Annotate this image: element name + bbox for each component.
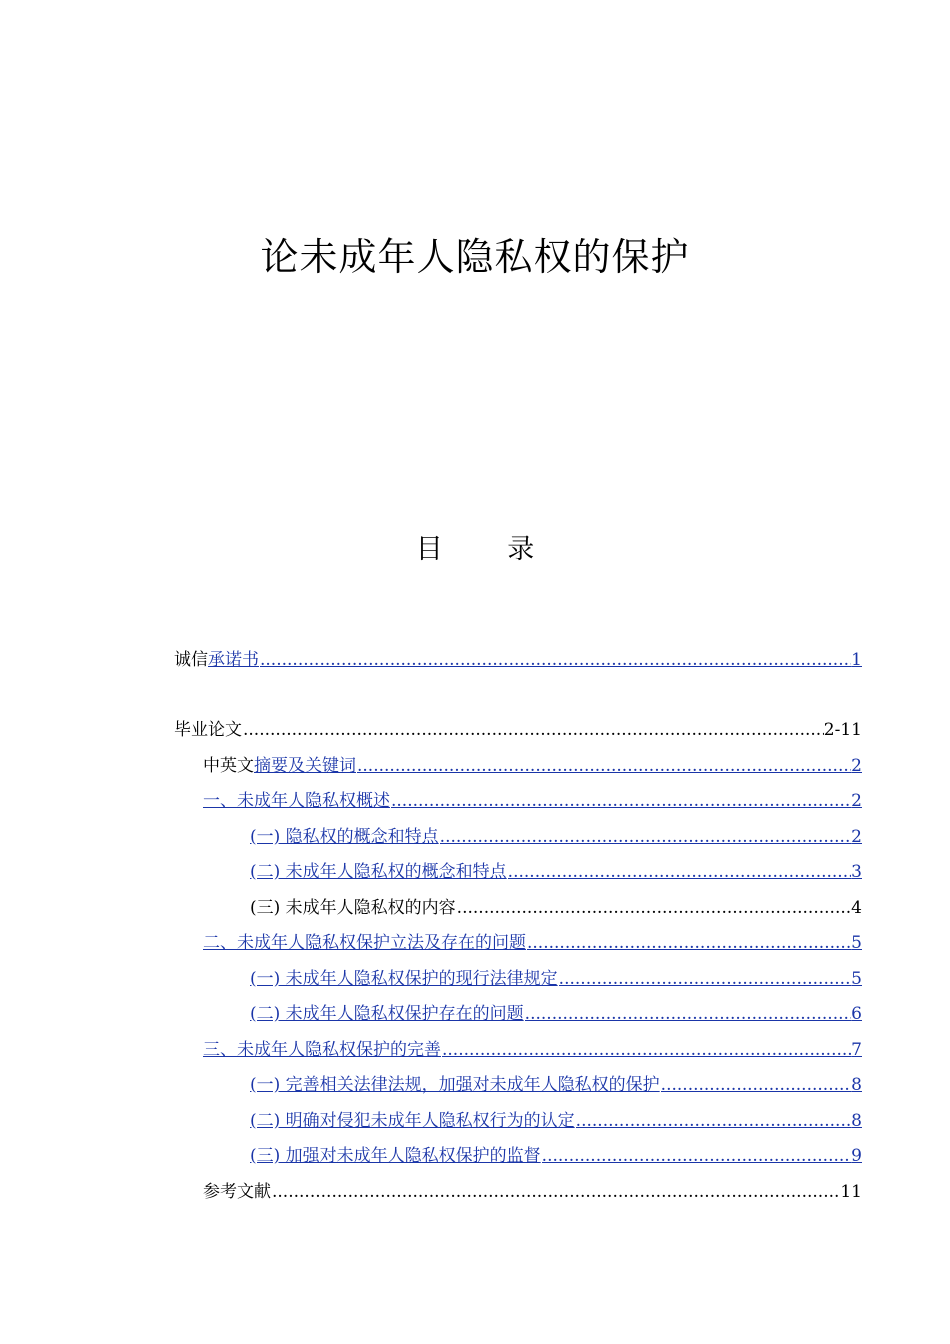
toc-entry-label: (三) 未成年人隐私权的内容: [250, 898, 456, 918]
toc-entry-page: 9: [851, 1146, 862, 1166]
toc-entry-label: 二、未成年人隐私权保护立法及存在的问题: [203, 933, 526, 953]
toc-entry-page: 5: [851, 969, 862, 989]
toc-entry-page: 2: [851, 827, 862, 847]
toc-entry-chapter-3[interactable]: [203, 1038, 862, 1062]
toc-leader-dots: [508, 860, 852, 884]
toc-entry-label: 毕业论文: [174, 720, 242, 740]
toc-entry-page: 5: [851, 933, 862, 953]
toc-entry-page: 8: [851, 1075, 862, 1095]
toc-leader-dots: [576, 1109, 852, 1133]
document-title: 论未成年人隐私权的保护: [260, 235, 690, 279]
toc-leader-dots: [527, 931, 851, 955]
toc-leader-dots: [661, 1073, 852, 1097]
toc-entry-label: (二) 未成年人隐私权保护存在的问题: [250, 1004, 524, 1024]
toc-entry-prefix: 中英文: [203, 756, 254, 776]
toc-leader-dots: [457, 896, 852, 920]
toc-entry-label: (一) 完善相关法律法规，加强对未成年人隐私权的保护: [250, 1075, 660, 1095]
toc-heading: 目 录: [415, 534, 563, 565]
toc-entry-label: 摘要及关键词: [254, 756, 356, 776]
toc-entry-label: (三) 加强对未成年人隐私权保护的监督: [250, 1146, 541, 1166]
toc-entry-page: 6: [851, 1004, 862, 1024]
toc-leader-dots: [440, 825, 852, 849]
toc-entry-page: 11: [840, 1182, 862, 1202]
toc-entry-prefix: 诚信: [174, 650, 208, 670]
toc-leader-dots: [559, 967, 852, 991]
toc-entry-page: 3: [851, 862, 862, 882]
toc-entry-1-1[interactable]: [250, 825, 862, 849]
toc-entry-page: 2-11: [823, 720, 862, 740]
toc-entry-references: [203, 1180, 862, 1204]
toc-entry-3-1[interactable]: [250, 1073, 862, 1097]
toc-entry-1-2[interactable]: [250, 860, 862, 884]
toc-entry-label: (一) 隐私权的概念和特点: [250, 827, 439, 847]
toc-leader-dots: [243, 718, 824, 742]
toc-entry-chapter-1[interactable]: [203, 789, 862, 813]
toc-entry-page: 4: [851, 898, 862, 918]
toc-leader-dots: [391, 789, 851, 813]
toc-entry-3-2[interactable]: [250, 1109, 862, 1133]
toc-entry-pledge[interactable]: [174, 648, 862, 672]
toc-entry-1-3: [250, 896, 862, 920]
toc-leader-dots: [272, 1180, 840, 1204]
toc-leader-dots: [357, 754, 851, 778]
toc-entry-label: (二) 未成年人隐私权的概念和特点: [250, 862, 507, 882]
toc-entry-label: 参考文献: [203, 1182, 271, 1202]
toc-entry-thesis: [174, 718, 862, 742]
toc-entry-2-1[interactable]: [250, 967, 862, 991]
toc-leader-dots: [542, 1144, 852, 1168]
toc-leader-dots: [525, 1002, 852, 1026]
toc-entry-label: 一、未成年人隐私权概述: [203, 791, 390, 811]
toc-leader-dots: [260, 648, 851, 672]
toc-entry-2-2[interactable]: [250, 1002, 862, 1026]
toc-entry-page: 2: [851, 756, 862, 776]
toc-entry-label: (一) 未成年人隐私权保护的现行法律规定: [250, 969, 558, 989]
toc-entry-page: 1: [851, 650, 862, 670]
toc-entry-page: 8: [851, 1111, 862, 1131]
toc-entry-label: 三、未成年人隐私权保护的完善: [203, 1040, 441, 1060]
toc-entry-page: 7: [851, 1040, 862, 1060]
toc-leader-dots: [442, 1038, 851, 1062]
toc-entry-abstract[interactable]: [203, 754, 862, 778]
toc-entry-chapter-2[interactable]: [203, 931, 862, 955]
toc-entry-label: (二) 明确对侵犯未成年人隐私权行为的认定: [250, 1111, 575, 1131]
toc-entry-label: 承诺书: [208, 650, 259, 670]
toc-entry-page: 2: [851, 791, 862, 811]
toc-entry-3-3[interactable]: [250, 1144, 862, 1168]
